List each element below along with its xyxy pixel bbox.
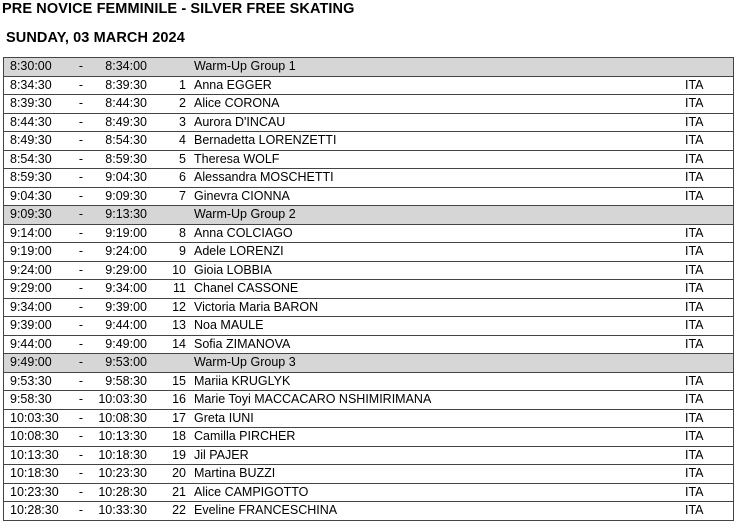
start-time: 10:13:30 xyxy=(4,446,71,465)
skater-name: Mariia KRUGLYK xyxy=(190,372,685,391)
skater-name: Alessandra MOSCHETTI xyxy=(190,169,685,188)
skater-name: Eveline FRANCESCHINA xyxy=(190,502,685,521)
start-time: 9:49:00 xyxy=(4,354,71,373)
end-time: 10:13:30 xyxy=(92,428,149,447)
start-number: 14 xyxy=(149,335,190,354)
start-number: 11 xyxy=(149,280,190,299)
skater-row xyxy=(4,483,734,502)
time-separator: - xyxy=(70,280,92,299)
warmup-group-row xyxy=(4,206,734,225)
start-time: 8:44:30 xyxy=(4,113,71,132)
start-number: 5 xyxy=(149,150,190,169)
time-separator: - xyxy=(70,261,92,280)
start-number: 18 xyxy=(149,428,190,447)
time-separator: - xyxy=(70,224,92,243)
end-time: 8:44:30 xyxy=(92,95,149,114)
time-separator: - xyxy=(70,132,92,151)
page-title: PRE NOVICE FEMMINILE - SILVER FREE SKATING xyxy=(2,1,355,17)
warmup-group-row xyxy=(4,58,734,77)
start-number: 21 xyxy=(149,483,190,502)
start-number: 2 xyxy=(149,95,190,114)
start-number: 16 xyxy=(149,391,190,410)
time-separator: - xyxy=(70,206,92,225)
warmup-group-label: Warm-Up Group 2 xyxy=(190,206,685,225)
end-time: 8:54:30 xyxy=(92,132,149,151)
skater-row xyxy=(4,132,734,151)
skater-row xyxy=(4,224,734,243)
end-time: 9:13:30 xyxy=(92,206,149,225)
nation xyxy=(685,58,734,77)
skater-row xyxy=(4,446,734,465)
time-separator: - xyxy=(70,428,92,447)
nation: ITA xyxy=(685,169,734,188)
skater-name: Camilla PIRCHER xyxy=(190,428,685,447)
end-time: 10:03:30 xyxy=(92,391,149,410)
skater-name: Ginevra CIONNA xyxy=(190,187,685,206)
start-number: 8 xyxy=(149,224,190,243)
end-time: 10:28:30 xyxy=(92,483,149,502)
time-separator: - xyxy=(70,243,92,262)
skater-row xyxy=(4,428,734,447)
nation: ITA xyxy=(685,280,734,299)
nation: ITA xyxy=(685,446,734,465)
skater-row xyxy=(4,76,734,95)
nation: ITA xyxy=(685,150,734,169)
skater-name: Noa MAULE xyxy=(190,317,685,336)
time-separator: - xyxy=(70,76,92,95)
time-separator: - xyxy=(70,446,92,465)
skater-row xyxy=(4,261,734,280)
skater-name: Alice CAMPIGOTTO xyxy=(190,483,685,502)
skater-name: Greta IUNI xyxy=(190,409,685,428)
start-number: 10 xyxy=(149,261,190,280)
time-separator: - xyxy=(70,391,92,410)
end-time: 10:23:30 xyxy=(92,465,149,484)
nation: ITA xyxy=(685,261,734,280)
start-time: 8:54:30 xyxy=(4,150,71,169)
time-separator: - xyxy=(70,502,92,521)
nation: ITA xyxy=(685,113,734,132)
end-time: 10:33:30 xyxy=(92,502,149,521)
nation: ITA xyxy=(685,317,734,336)
start-time: 9:09:30 xyxy=(4,206,71,225)
time-separator: - xyxy=(70,150,92,169)
skater-row xyxy=(4,409,734,428)
end-time: 9:34:00 xyxy=(92,280,149,299)
time-separator: - xyxy=(70,187,92,206)
time-separator: - xyxy=(70,409,92,428)
nation: ITA xyxy=(685,335,734,354)
end-time: 9:44:00 xyxy=(92,317,149,336)
nation: ITA xyxy=(685,502,734,521)
start-time: 9:29:00 xyxy=(4,280,71,299)
start-number: 6 xyxy=(149,169,190,188)
time-separator: - xyxy=(70,298,92,317)
end-time: 8:49:30 xyxy=(92,113,149,132)
start-time: 9:58:30 xyxy=(4,391,71,410)
start-time: 8:34:30 xyxy=(4,76,71,95)
start-number: 13 xyxy=(149,317,190,336)
skater-row xyxy=(4,169,734,188)
nation: ITA xyxy=(685,95,734,114)
end-time: 8:39:30 xyxy=(92,76,149,95)
nation xyxy=(685,354,734,373)
skater-row xyxy=(4,317,734,336)
nation: ITA xyxy=(685,76,734,95)
time-separator: - xyxy=(70,169,92,188)
nation: ITA xyxy=(685,428,734,447)
start-time: 9:04:30 xyxy=(4,187,71,206)
start-time: 8:30:00 xyxy=(4,58,71,77)
start-number: 19 xyxy=(149,446,190,465)
nation: ITA xyxy=(685,483,734,502)
end-time: 9:53:00 xyxy=(92,354,149,373)
nation: ITA xyxy=(685,132,734,151)
event-date: SUNDAY, 03 MARCH 2024 xyxy=(6,30,185,46)
time-separator: - xyxy=(70,95,92,114)
start-time: 8:59:30 xyxy=(4,169,71,188)
start-time: 9:24:00 xyxy=(4,261,71,280)
skater-row xyxy=(4,391,734,410)
time-separator: - xyxy=(70,335,92,354)
end-time: 9:58:30 xyxy=(92,372,149,391)
skater-name: Sofia ZIMANOVA xyxy=(190,335,685,354)
start-number xyxy=(149,206,190,225)
start-number: 7 xyxy=(149,187,190,206)
nation: ITA xyxy=(685,224,734,243)
skater-name: Martina BUZZI xyxy=(190,465,685,484)
warmup-group-label: Warm-Up Group 1 xyxy=(190,58,685,77)
nation: ITA xyxy=(685,243,734,262)
skater-row xyxy=(4,465,734,484)
skater-row xyxy=(4,280,734,299)
skater-row xyxy=(4,372,734,391)
start-number: 12 xyxy=(149,298,190,317)
start-number: 20 xyxy=(149,465,190,484)
skater-name: Victoria Maria BARON xyxy=(190,298,685,317)
warmup-group-row xyxy=(4,354,734,373)
end-time: 8:59:30 xyxy=(92,150,149,169)
start-number: 4 xyxy=(149,132,190,151)
start-time: 10:18:30 xyxy=(4,465,71,484)
skater-row xyxy=(4,243,734,262)
start-number: 22 xyxy=(149,502,190,521)
start-number xyxy=(149,58,190,77)
skater-name: Aurora D'INCAU xyxy=(190,113,685,132)
skater-row xyxy=(4,150,734,169)
warmup-group-label: Warm-Up Group 3 xyxy=(190,354,685,373)
skater-name: Marie Toyi MACCACARO NSHIMIRIMANA xyxy=(190,391,685,410)
skater-row xyxy=(4,502,734,521)
skater-name: Alice CORONA xyxy=(190,95,685,114)
start-time: 8:39:30 xyxy=(4,95,71,114)
nation: ITA xyxy=(685,391,734,410)
nation: ITA xyxy=(685,372,734,391)
skater-name: Bernadetta LORENZETTI xyxy=(190,132,685,151)
end-time: 10:18:30 xyxy=(92,446,149,465)
nation: ITA xyxy=(685,187,734,206)
start-number: 15 xyxy=(149,372,190,391)
skater-name: Anna EGGER xyxy=(190,76,685,95)
skater-name: Gioia LOBBIA xyxy=(190,261,685,280)
start-time: 9:53:30 xyxy=(4,372,71,391)
start-time: 8:49:30 xyxy=(4,132,71,151)
start-number: 1 xyxy=(149,76,190,95)
start-time: 10:03:30 xyxy=(4,409,71,428)
start-time: 9:14:00 xyxy=(4,224,71,243)
end-time: 10:08:30 xyxy=(92,409,149,428)
end-time: 9:19:00 xyxy=(92,224,149,243)
end-time: 9:24:00 xyxy=(92,243,149,262)
nation: ITA xyxy=(685,409,734,428)
skater-row xyxy=(4,335,734,354)
skater-row xyxy=(4,298,734,317)
start-number: 17 xyxy=(149,409,190,428)
time-separator: - xyxy=(70,372,92,391)
schedule-table xyxy=(3,57,734,521)
start-time: 9:39:00 xyxy=(4,317,71,336)
end-time: 9:49:00 xyxy=(92,335,149,354)
time-separator: - xyxy=(70,317,92,336)
skater-name: Jil PAJER xyxy=(190,446,685,465)
time-separator: - xyxy=(70,58,92,77)
nation: ITA xyxy=(685,298,734,317)
start-number xyxy=(149,354,190,373)
skater-row xyxy=(4,95,734,114)
end-time: 9:39:00 xyxy=(92,298,149,317)
time-separator: - xyxy=(70,483,92,502)
end-time: 9:04:30 xyxy=(92,169,149,188)
skater-row xyxy=(4,187,734,206)
time-separator: - xyxy=(70,354,92,373)
skater-name: Theresa WOLF xyxy=(190,150,685,169)
end-time: 8:34:00 xyxy=(92,58,149,77)
skater-name: Anna COLCIAGO xyxy=(190,224,685,243)
nation: ITA xyxy=(685,465,734,484)
end-time: 9:09:30 xyxy=(92,187,149,206)
time-separator: - xyxy=(70,113,92,132)
skater-name: Chanel CASSONE xyxy=(190,280,685,299)
skater-row xyxy=(4,113,734,132)
start-time: 10:28:30 xyxy=(4,502,71,521)
time-separator: - xyxy=(70,465,92,484)
start-time: 10:08:30 xyxy=(4,428,71,447)
start-number: 9 xyxy=(149,243,190,262)
start-time: 10:23:30 xyxy=(4,483,71,502)
start-number: 3 xyxy=(149,113,190,132)
nation xyxy=(685,206,734,225)
end-time: 9:29:00 xyxy=(92,261,149,280)
skater-name: Adele LORENZI xyxy=(190,243,685,262)
start-time: 9:19:00 xyxy=(4,243,71,262)
start-time: 9:34:00 xyxy=(4,298,71,317)
start-time: 9:44:00 xyxy=(4,335,71,354)
